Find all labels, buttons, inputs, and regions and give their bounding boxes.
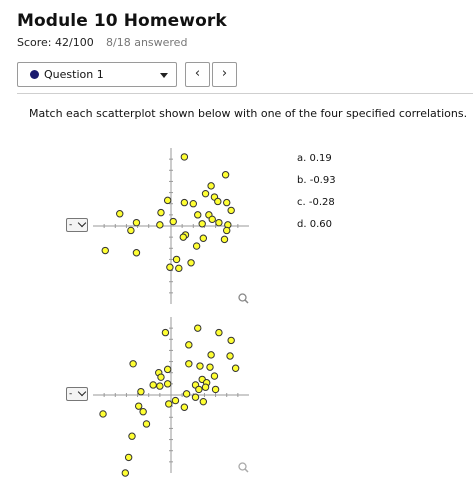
option-a: a. 0.19 bbox=[297, 153, 332, 164]
scatter-point bbox=[228, 337, 234, 343]
scatter-point bbox=[125, 454, 131, 460]
select-value: - bbox=[69, 220, 73, 230]
scatter-point bbox=[128, 227, 134, 233]
magnifier-icon[interactable] bbox=[239, 463, 248, 472]
scatter-point bbox=[193, 243, 199, 249]
select-value: - bbox=[69, 389, 73, 399]
scatter-point bbox=[133, 250, 139, 256]
option-c: c. -0.28 bbox=[297, 197, 335, 208]
scatter-point bbox=[207, 364, 213, 370]
scatter-point bbox=[176, 265, 182, 271]
scatterplot-1 bbox=[93, 148, 249, 304]
scatter-point bbox=[208, 352, 214, 358]
scatter-point bbox=[138, 388, 144, 394]
scatter-point bbox=[158, 374, 164, 380]
scatter-point bbox=[164, 366, 170, 372]
scatter-point bbox=[232, 365, 238, 371]
scatter-point bbox=[164, 197, 170, 203]
scatter-point bbox=[208, 183, 214, 189]
scatter-point bbox=[192, 394, 198, 400]
scatter-point bbox=[200, 235, 206, 241]
scatter-point bbox=[157, 222, 163, 228]
chevron-right-icon: › bbox=[221, 66, 228, 81]
scatter-point bbox=[102, 247, 108, 253]
scatter-point bbox=[167, 264, 173, 270]
scatter-point bbox=[170, 218, 176, 224]
scatter-point bbox=[216, 329, 222, 335]
scatter-point bbox=[215, 198, 221, 204]
scatter-point bbox=[212, 386, 218, 392]
scatter-point bbox=[166, 401, 172, 407]
scatterplot-2 bbox=[93, 317, 249, 476]
scatter-point bbox=[173, 256, 179, 262]
scatter-point bbox=[158, 209, 164, 215]
scatter-point bbox=[180, 234, 186, 240]
scatter-point bbox=[140, 409, 146, 415]
scatter-point bbox=[224, 227, 230, 233]
chevron-left-icon: ‹ bbox=[194, 66, 201, 81]
scatter-point bbox=[202, 384, 208, 390]
scatter-point bbox=[196, 386, 202, 392]
page-title: Module 10 Homework bbox=[17, 11, 227, 31]
score-label: Score: 42/100 bbox=[17, 36, 94, 49]
scatter-point bbox=[221, 236, 227, 242]
scatter-point bbox=[200, 398, 206, 404]
scatter-point bbox=[117, 211, 123, 217]
scatter-point bbox=[162, 329, 168, 335]
scatter-point bbox=[188, 260, 194, 266]
scatter-point bbox=[199, 221, 205, 227]
scatter-point bbox=[216, 219, 222, 225]
scatter-point bbox=[181, 154, 187, 160]
scatter-point bbox=[183, 391, 189, 397]
option-d: d. 0.60 bbox=[297, 219, 332, 230]
scatter-point bbox=[195, 325, 201, 331]
scatter-point bbox=[122, 470, 128, 476]
scatter-point bbox=[133, 219, 139, 225]
scatter-point bbox=[227, 353, 233, 359]
scatter-point bbox=[135, 403, 141, 409]
magnifier-icon[interactable] bbox=[239, 294, 248, 303]
scatter-point bbox=[181, 404, 187, 410]
scatter-point bbox=[129, 433, 135, 439]
scatter-point bbox=[228, 207, 234, 213]
scatter-point bbox=[143, 421, 149, 427]
scatter-point bbox=[222, 172, 228, 178]
scatter-point bbox=[224, 199, 230, 205]
option-b: b. -0.93 bbox=[297, 175, 336, 186]
scatter-point bbox=[164, 381, 170, 387]
scatter-point bbox=[186, 361, 192, 367]
scatter-point bbox=[186, 342, 192, 348]
scatter-point bbox=[202, 190, 208, 196]
scatter-point bbox=[100, 411, 106, 417]
question-instructions: Match each scatterplot shown below with one of the four specified correlations. bbox=[29, 107, 468, 120]
scatter-point bbox=[130, 361, 136, 367]
scatter-point bbox=[181, 199, 187, 205]
scatter-point bbox=[190, 201, 196, 207]
question-select-label: Question 1 bbox=[44, 68, 104, 81]
scatter-point bbox=[211, 373, 217, 379]
scatter-point bbox=[197, 363, 203, 369]
answered-count: 8/18 answered bbox=[106, 36, 188, 49]
scatter-point bbox=[172, 397, 178, 403]
scatter-point bbox=[157, 383, 163, 389]
scatter-point bbox=[150, 382, 156, 388]
scatter-point bbox=[195, 212, 201, 218]
scatter-point bbox=[209, 216, 215, 222]
